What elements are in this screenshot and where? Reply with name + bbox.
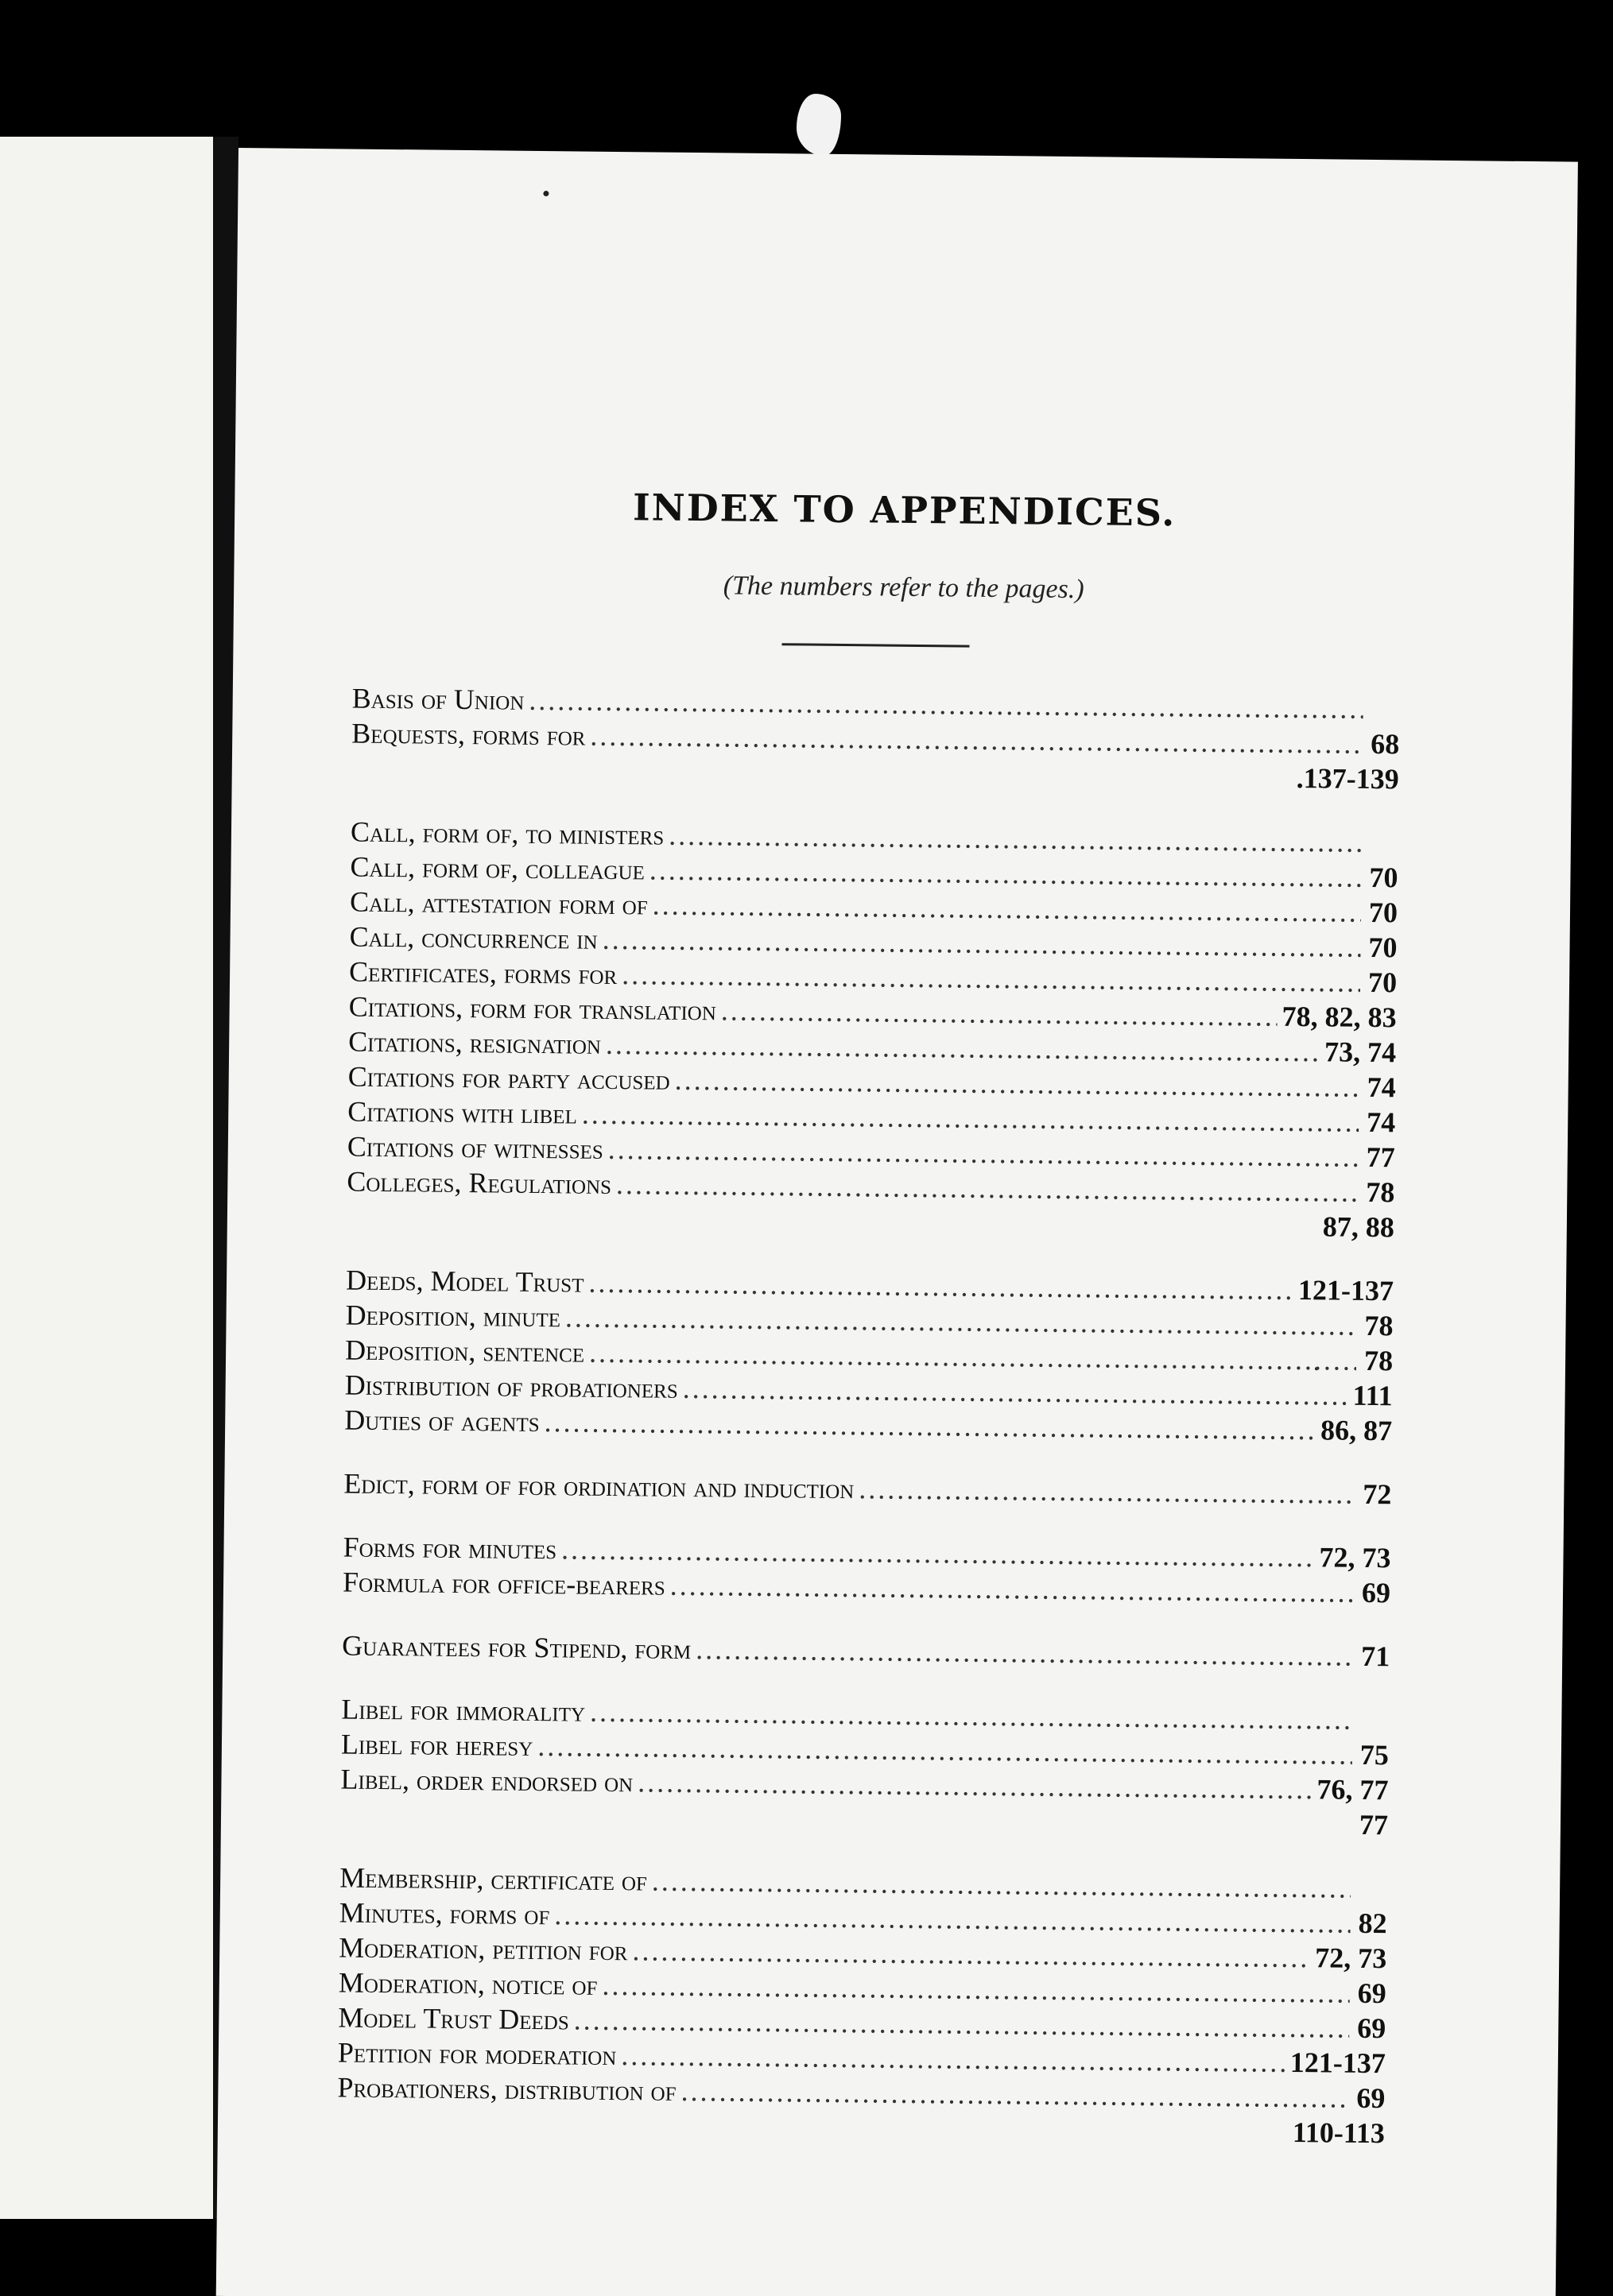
index-list	[336, 682, 1400, 2181]
title-rule	[781, 643, 969, 647]
index-page	[216, 148, 1578, 2296]
index-group	[343, 1466, 1391, 1512]
entry-pages: 78	[1364, 1309, 1394, 1342]
entry-pages: 69	[1357, 1977, 1386, 2010]
dot-leader	[602, 1969, 1350, 2010]
page-subtitle: (The numbers refer to the pages.)	[723, 571, 1084, 605]
entry-label: Libel for immorality	[341, 1693, 586, 1728]
dot-leader	[589, 1336, 1356, 1377]
dot-leader	[621, 2039, 1285, 2079]
entry-label: Duties of agents	[344, 1404, 540, 1438]
index-group	[340, 1692, 1390, 1843]
dot-leader	[622, 958, 1360, 999]
entry-label: Membership, certificate of	[339, 1861, 648, 1897]
dot-leader	[608, 1133, 1359, 1174]
entry-label: Citations for party accused	[347, 1060, 670, 1096]
entry-pages: 78, 82, 83	[1281, 1000, 1397, 1034]
entry-pages: 86, 87	[1320, 1414, 1393, 1447]
entry-pages: 75	[1359, 1738, 1390, 1771]
dot-leader	[653, 889, 1362, 929]
dot-leader	[683, 1372, 1348, 1412]
entry-label: Call, attestation form of	[349, 885, 648, 921]
entry-pages: 70	[1369, 861, 1398, 894]
entry-pages: 82	[1358, 1907, 1387, 1940]
entry-label: Distribution of probationers	[344, 1369, 678, 1404]
entry-label: Probationers, distribution of	[337, 2071, 677, 2107]
entry-label: Deposition, minute	[345, 1299, 561, 1334]
entry-label: Libel, order endorsed on	[340, 1763, 634, 1798]
index-group	[351, 682, 1400, 798]
entry-pages: 73, 74	[1324, 1036, 1397, 1069]
dot-leader	[649, 853, 1362, 893]
entry-label: Petition for moderation	[337, 2036, 617, 2072]
dot-leader	[670, 1569, 1355, 1609]
entry-label: Bequests, forms for	[351, 717, 586, 752]
facing-page	[0, 137, 213, 2219]
entry-label: Call, form of, colleague	[350, 850, 646, 886]
entry-label: Citations of witnesses	[347, 1130, 604, 1165]
index-group	[347, 815, 1398, 1246]
entry-pages: 70	[1367, 966, 1398, 999]
entry-label: Forms for minutes	[343, 1531, 557, 1566]
entry-label: Citations, resignation	[348, 1025, 602, 1060]
entry-pages: 72	[1363, 1477, 1392, 1511]
entry-pages: 77	[1366, 1140, 1395, 1174]
entry-label: Model Trust Deeds	[338, 2001, 569, 2036]
dot-leader	[590, 719, 1363, 761]
entry-label: Certificates, forms for	[348, 955, 618, 991]
dot-leader	[582, 1098, 1359, 1139]
dot-leader	[632, 1934, 1310, 1974]
index-group	[343, 1530, 1391, 1611]
paper-specks	[238, 148, 1578, 162]
entry-pages: 72, 73	[1319, 1541, 1391, 1574]
trailing-page-ref: 77	[1359, 1808, 1389, 1841]
dot-leader	[544, 1405, 1316, 1446]
trailing-page-ref: 110-113	[1292, 2116, 1386, 2150]
entry-label: Deeds, Model Trust	[345, 1264, 584, 1299]
dot-leader	[590, 1695, 1353, 1737]
entry-label: Libel for heresy	[340, 1728, 533, 1762]
trailing-page-ref: 87, 88	[1322, 1210, 1395, 1244]
entry-label: Guarantees for Stipend, form	[342, 1629, 692, 1666]
entry-label: Basis of Union	[351, 682, 525, 716]
entry-pages: 78	[1363, 1344, 1394, 1377]
entry-pages: 74	[1367, 1071, 1396, 1104]
entry-label: Colleges, Regulations	[347, 1165, 612, 1200]
entry-pages: 70	[1368, 931, 1398, 964]
entry-label: Deposition, sentence	[344, 1334, 585, 1369]
dot-leader	[669, 819, 1362, 859]
entry-pages: 69	[1356, 2081, 1386, 2115]
dot-leader	[588, 1266, 1293, 1307]
entry-pages: 121-137	[1297, 1274, 1394, 1307]
entry-pages: 121-137	[1289, 2046, 1386, 2080]
entry-pages: 68	[1371, 727, 1400, 761]
dot-leader	[721, 993, 1278, 1032]
torn-paper-fragment	[797, 94, 841, 156]
dot-leader	[680, 2074, 1348, 2115]
index-group	[342, 1628, 1390, 1675]
entry-pages: 69	[1361, 1576, 1391, 1609]
entry-label: Call, concurrence in	[349, 920, 598, 955]
entry-label: Citations with libel	[347, 1095, 578, 1130]
entry-label: Minutes, forms of	[339, 1896, 550, 1931]
entry-pages: 74	[1367, 1105, 1396, 1139]
entry-label: Moderation, notice of	[338, 1966, 598, 2001]
dot-leader	[638, 1765, 1313, 1806]
entry-label: Edict, form of for ordination and induction	[343, 1467, 855, 1505]
dot-leader	[606, 1028, 1320, 1068]
index-group	[344, 1263, 1394, 1449]
dot-leader	[574, 2004, 1350, 2045]
trailing-page-ref: .137-139	[1296, 761, 1399, 796]
entry-label: Citations, form for translation	[348, 990, 717, 1027]
dot-leader	[675, 1063, 1359, 1104]
entry-label: Formula for office-bearers	[342, 1566, 665, 1601]
dot-leader	[561, 1532, 1315, 1574]
entry-pages: 70	[1368, 896, 1398, 929]
dot-leader	[652, 1864, 1351, 1905]
entry-pages: 69	[1357, 2011, 1386, 2045]
index-entry	[342, 1628, 1390, 1675]
entry-label: Moderation, petition for	[339, 1931, 628, 1967]
entry-pages: 72, 73	[1315, 1942, 1387, 1975]
entry-pages: 111	[1352, 1379, 1393, 1412]
entry-pages: 78	[1366, 1175, 1395, 1209]
entry-pages: 71	[1360, 1640, 1390, 1673]
index-group	[337, 1860, 1388, 2151]
entry-label: Call, form of, to ministers	[350, 815, 665, 851]
dot-leader	[696, 1632, 1353, 1673]
dot-leader	[859, 1472, 1355, 1511]
page-title: INDEX TO APPENDICES.	[632, 486, 1177, 535]
dot-leader	[616, 1167, 1359, 1209]
dot-leader	[603, 923, 1361, 964]
index-entry	[343, 1466, 1391, 1512]
entry-pages: 76, 77	[1316, 1773, 1389, 1806]
